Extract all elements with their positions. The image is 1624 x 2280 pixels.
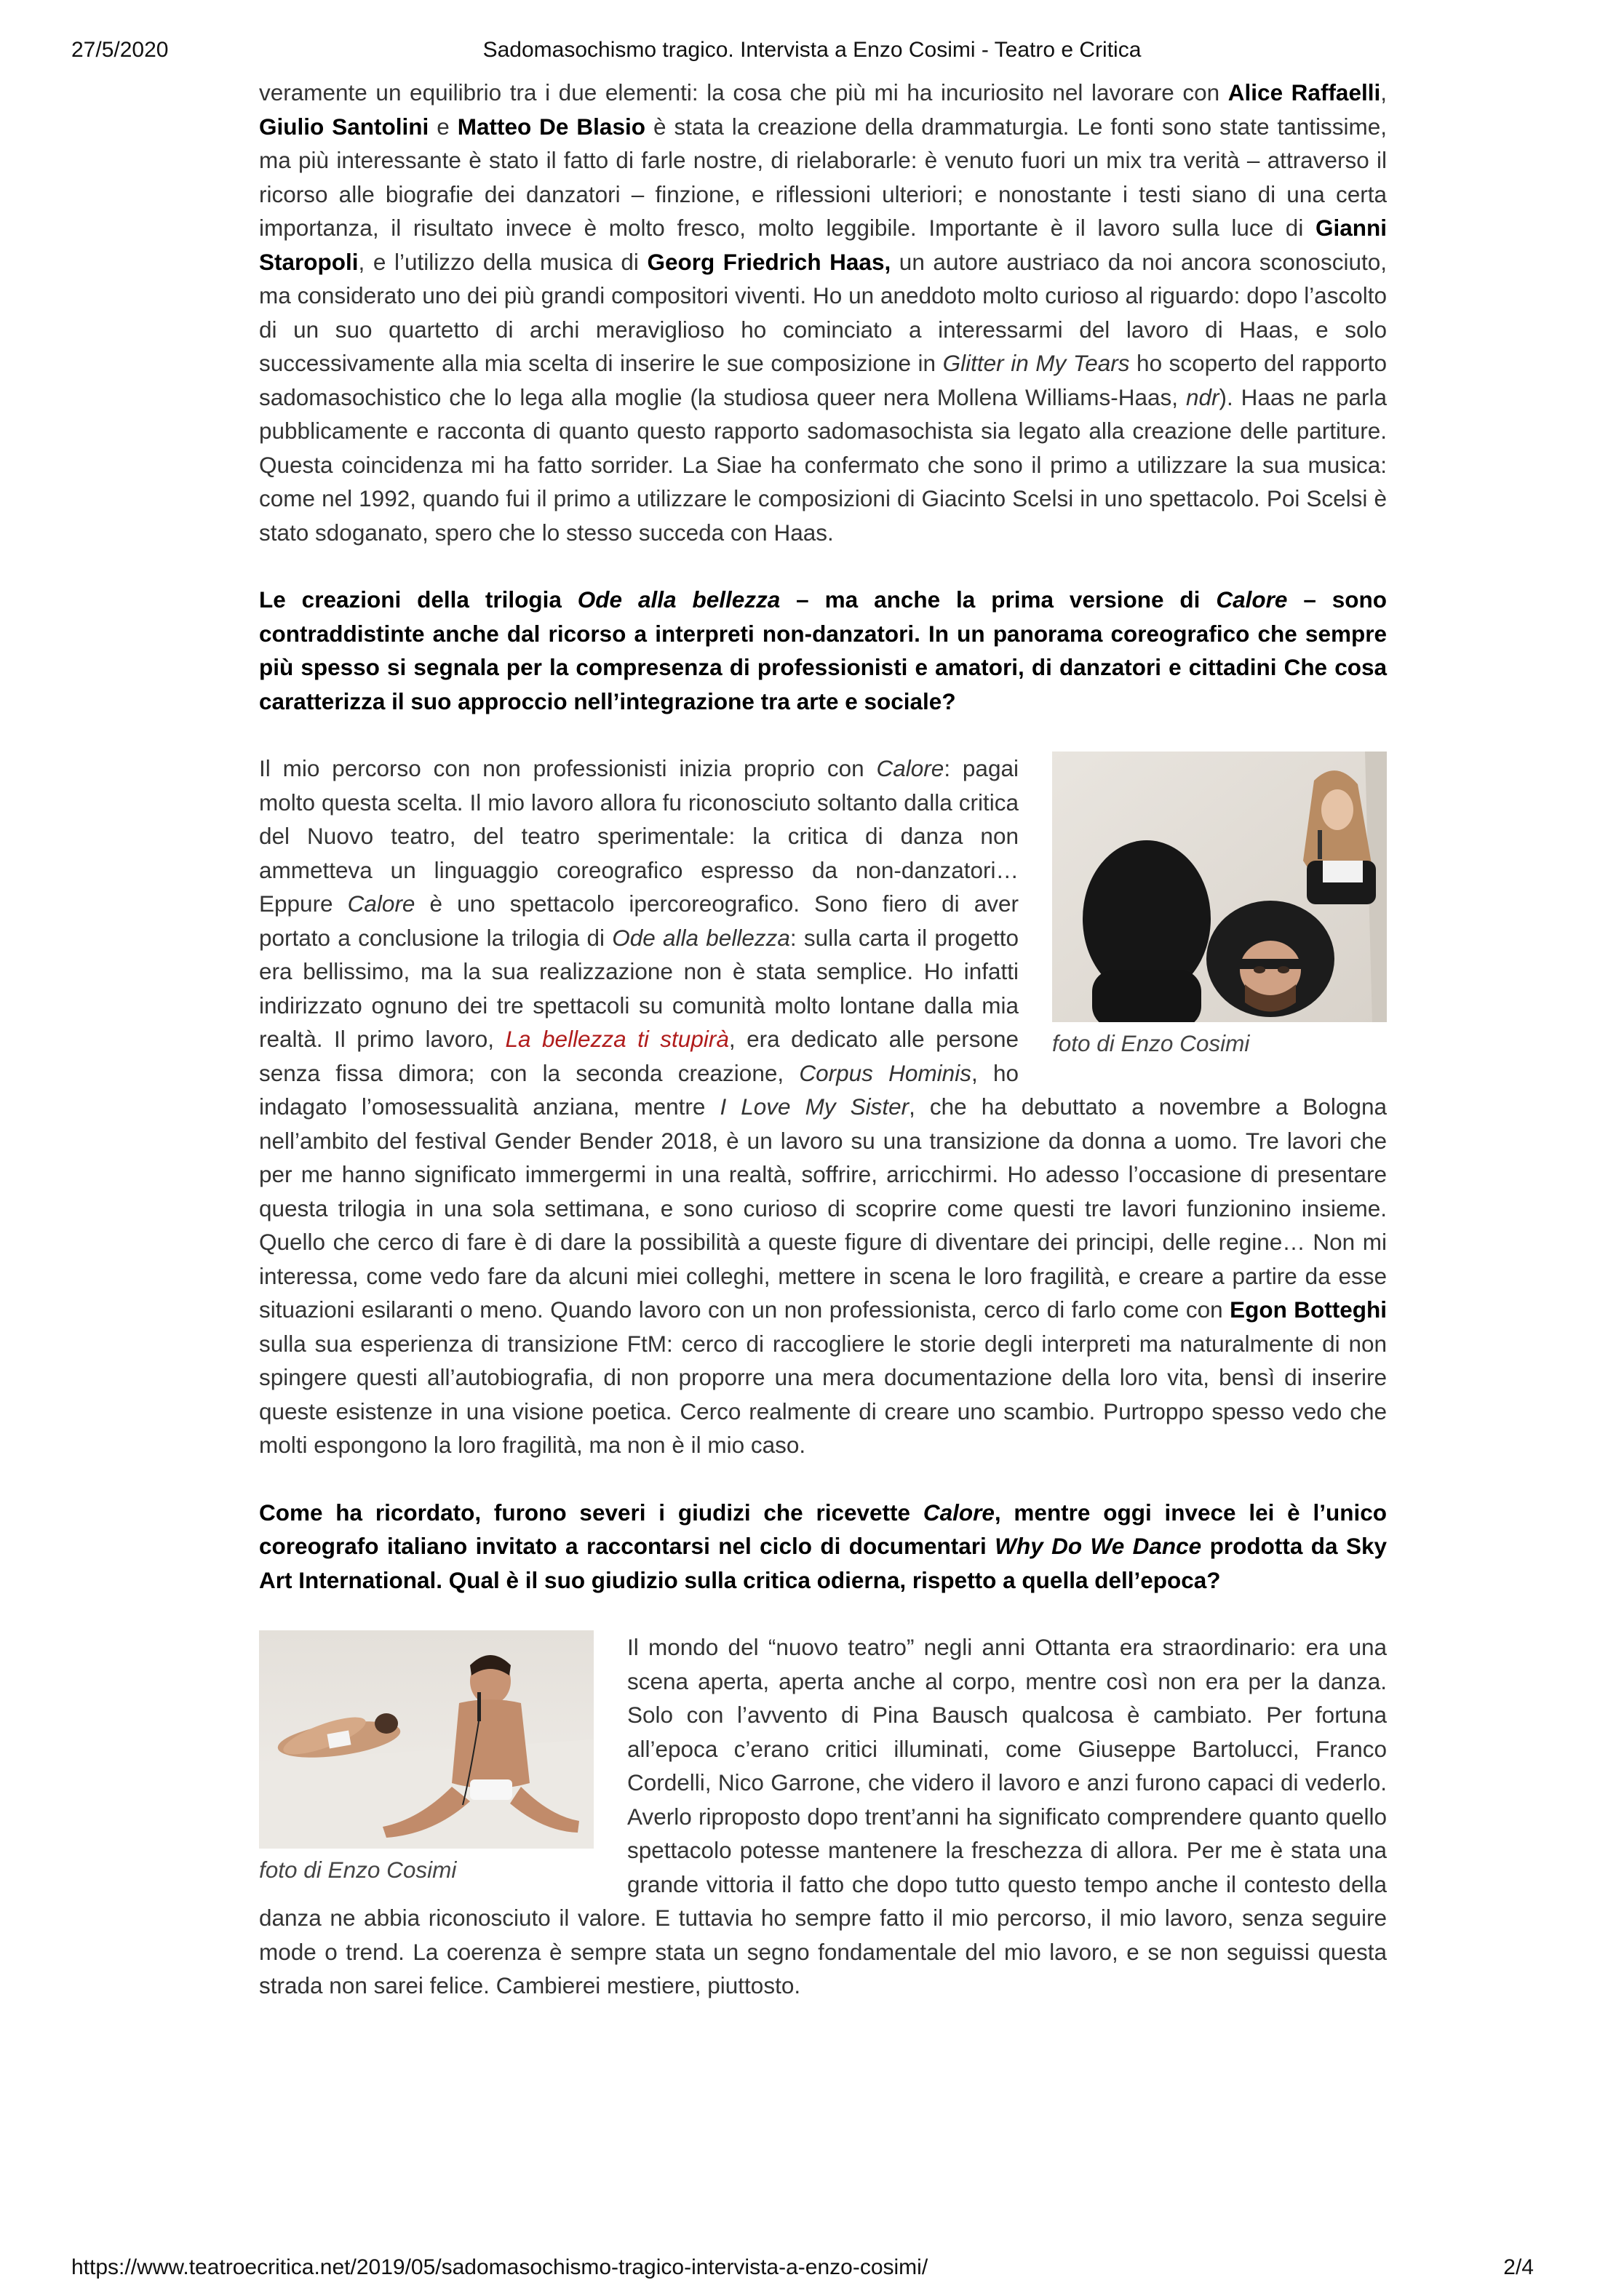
photo-performers-on-floor bbox=[259, 1630, 594, 1849]
photo-caption: foto di Enzo Cosimi bbox=[259, 1857, 457, 1883]
print-page-title: Sadomasochismo tragico. Intervista a Enzo Cosimi - Teatro e Critica bbox=[482, 38, 1142, 62]
answer-paragraph-2: Il mio percorso con non professionisti inizia proprio con Calore: pagai molto questa scelta. Il mio lavoro allora fu riconosciuto soltanto dalla critica del Nuovo teatro, del teatro sperimentale: la critica di danza non ammetteva un linguaggio coreografico espresso da non-danzatori… Eppure Calore è uno spettacolo ipercoreografico. Sono fiero di aver portato a conclusione la trilogia di Ode alla bellezza: sulla carta il progetto era bellissimo, ma la sua realizzazione non è stata semplice. Ho infatti indirizzato ognuno dei tre spettacoli su comunità molto lontane dalla mia realtà. Il primo lavoro, La bellezza ti stupirà, era dedicato alle persone senza fissa dimora; con la seconda creazione, Corpus Hominis, ho indagato l’omosessualità anziana, mentre I Love My Sister, che ha debuttato a novembre a Bologna nell’ambito del festival Gender Bender 2018, è un lavoro su una transizione da donna a uomo. Tre lavori che per me hanno significato immergermi in una realtà, soffrire, arricchirmi. Ho adesso l’occasione di presentare questa trilogia in una sola settimana, e sono curioso di scoprire come questi tre lavori funzionino insieme. Quello che cerco di fare è di dare la possibilità a queste figure di diventare dei principi, delle regine… Non mi interessa, come vedo fare da alcuni miei colleghi, mettere in scena le loro fragilità, e creare a partire da esse situazioni esilaranti o meno. Quando lavoro con un non professionista, cerco di farlo come con Egon Botteghi sulla sua esperienza di transizione FtM: cerco di raccogliere le storie degli interpreti ma naturalmente di non spingere questi all’autobiografia, di non proporre una mera documentazione della loro vita, bensì di inserire queste esistenze in una visione poetica. Cerco realmente di creare uno scambio. Purtroppo spesso vedo che molti espongono la loro fragilità, ma non è il mio caso. bbox=[259, 755, 1387, 1458]
photo-figure-masks bbox=[1052, 752, 1387, 1061]
link-la-bellezza-ti-stupira[interactable]: La bellezza ti stupirà bbox=[505, 1026, 729, 1052]
name-gianni-staropoli: Gianni Staropoli bbox=[259, 215, 1387, 275]
name-giulio-santolini: Giulio Santolini bbox=[259, 113, 429, 140]
photo-masked-performers bbox=[1052, 752, 1387, 1022]
article-body bbox=[259, 76, 1387, 2003]
interview-question-1: Le creazioni della trilogia Ode alla bellezza – ma anche la prima versione di Calore – sono contraddistinte anche dal ricorso a interpreti non-danzatori. In un panorama coreografico che sempre più spesso si segnala per la compresenza di professionisti e amatori, di danzatori e cittadini Che cosa caratterizza il suo approccio nell’integrazione tra arte e sociale? bbox=[259, 586, 1387, 714]
interview-question-2: Come ha ricordato, furono severi i giudizi che ricevette Calore, mentre oggi invece lei è l’unico coreografo italiano invitato a raccontarsi nel ciclo di documentari Why Do We Dance prodotta da Sky Art International. Qual è il suo giudizio sulla critica odierna, rispetto a quella dell’epoca? bbox=[259, 1499, 1387, 1593]
photo-caption: foto di Enzo Cosimi bbox=[1052, 1030, 1250, 1056]
name-egon-botteghi: Egon Botteghi bbox=[1230, 1296, 1387, 1323]
title-glitter-in-my-tears: Glitter in My Tears bbox=[942, 350, 1130, 376]
name-alice-raffaelli: Alice Raffaelli bbox=[1227, 79, 1381, 105]
answer-paragraph-1: veramente un equilibrio tra i due elementi: la cosa che più mi ha incuriosito nel lavorare con Alice Raffaelli, Giulio Santolini e Matteo De Blasio è stata la creazione della drammaturgia. Le fonti sono state tantissime, ma più interessante è stato il fatto di farle nostre, di rielaborarle: è venuto fuori un mix tra verità – attraverso il ricorso alle biografie dei danzatori – finzione, e riflessioni ulteriori; e nonostante i testi siano di una certa importanza, il risultato invece è molto fresco, molto leggibile. Importante è il lavoro sulla luce di Gianni Staropoli, e l’utilizzo della musica di Georg Friedrich Haas, un autore austriaco da noi ancora sconosciuto, ma considerato uno dei più grandi compositori viventi. Ho un aneddoto molto curioso al riguardo: dopo l’ascolto di un suo quartetto di archi meraviglioso ho cominciato a interessarmi del lavoro di Haas, e solo successivamente alla mia scelta di inserire le sue composizione in Glitter in My Tears ho scoperto del rapporto sadomasochistico che lo lega alla moglie (la studiosa queer nera Mollena Williams-Haas, ndr). Haas ne parla pubblicamente e racconta di quanto questo rapporto sadomasochista sia legato alla creazione delle partiture. Questa coincidenza mi ha fatto sorrider. La Siae ha confermato che sono il primo a utilizzare la sua musica: come nel 1992, quando fui il primo a utilizzare le composizioni di Giacinto Scelsi in uno spettacolo. Poi Scelsi è stato sdoganato, spero che lo stesso succeda con Haas. bbox=[259, 79, 1387, 546]
answer-paragraph-3: Il mondo del “nuovo teatro” negli anni Ottanta era straordinario: era una scena aperta, aperta anche al corpo, mentre così non era per la danza. Solo con l’avvento di Pina Bausch qualcosa è cambiato. Per fortuna all’epoca c’erano critici illuminati, come Giuseppe Bartolucci, Franco Cordelli, Nico Garrone, che videro il lavoro e anzi furono capaci di vederlo. Averlo riproposto dopo trent’anni ha significato comprendere quanto quello spettacolo potesse mantenere la freschezza di allora. Per me è stata una grande vittoria il fatto che dopo tutto questo tempo anche il contesto della danza ne abbia riconosciuto il valore. E tuttavia ho sempre fatto il mio percorso, il mio lavoro, senza seguire mode o trend. La coerenza è sempre stata un segno fondamentale del mio lavoro, e se non seguissi questa strada non sarei felice. Cambierei mestiere, piuttosto. bbox=[259, 1634, 1387, 1998]
print-date: 27/5/2020 bbox=[71, 38, 169, 62]
print-url: https://www.teatroecritica.net/2019/05/sadomasochismo-tragico-intervista-a-enzo-cosimi/ bbox=[71, 2255, 928, 2279]
name-matteo-de-blasio: Matteo De Blasio bbox=[457, 113, 645, 140]
photo-figure-floor bbox=[259, 1630, 594, 1887]
name-georg-friedrich-haas: Georg Friedrich Haas, bbox=[647, 248, 891, 275]
page-number: 2/4 bbox=[1503, 2255, 1534, 2279]
